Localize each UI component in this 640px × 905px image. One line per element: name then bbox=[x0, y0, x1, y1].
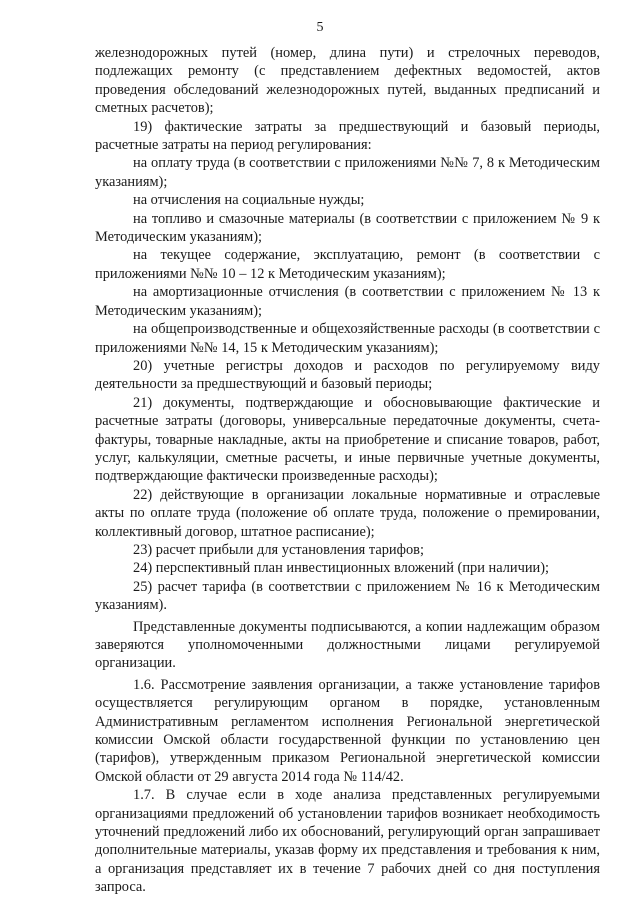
paragraph: 22) действующие в организации локальные нормативные и отраслевые акты по оплате труда (положение об оплате труда, положение о премировании, коллективный договор, штатное расписание); bbox=[95, 486, 600, 540]
paragraph: 21) документы, подтверждающие и обосновывающие фактические и расчетные затраты (договоры, универсальные передаточные документы, счета-фактуры, товарные накладные, акты на приобретение и списание товаров, работ, услуг, калькуляции, сметные расчеты, и иные первичные учетные документы, подтверждающие фактически произведенные расходы); bbox=[95, 394, 600, 485]
page-number: 5 bbox=[316, 20, 324, 35]
paragraph: на общепроизводственные и общехозяйственные расходы (в соответствии с приложениями №№ 14, 15 к Методическим указаниям); bbox=[95, 321, 600, 356]
paragraph: 20) учетные регистры доходов и расходов по регулируемому виду деятельности за предшествующий и базовый периоды; bbox=[95, 357, 600, 393]
paragraph: на текущее содержание, эксплуатацию, ремонт (в соответствии с приложениями №№ 10 – 12 к Методическим указаниям); bbox=[95, 247, 600, 282]
paragraph: Представленные документы подписываются, а копии надлежащим образом заверяются уполномоченными должностными лицами регулируемой организации. bbox=[95, 618, 600, 672]
paragraph: на оплату труда (в соответствии с приложениями №№ 7, 8 к Методическим указаниям); bbox=[95, 155, 600, 190]
paragraph: 25) расчет тарифа (в соответствии с приложением № 16 к Методическим указаниям). bbox=[95, 578, 600, 614]
paragraph: железнодорожных путей (номер, длина пути) и стрелочных переводов, подлежащих ремонту (с представлением дефектных ведомостей, актов проведения обследований железнодорожных путей, выданных предписаний и сметных расчетов); bbox=[95, 45, 600, 117]
paragraph: 1.7. В случае если в ходе анализа представленных регулируемыми организациями предложений об установлении тарифов возникает необходимость уточнений предложений либо их обоснований, регулирующий орган запрашивает дополнительные материалы, указав форму их представления и требования к ним, а организация представляет их в течение 7 рабочих дней со дня поступления запроса. bbox=[95, 787, 600, 896]
paragraph: 24) перспективный план инвестиционных вложений (при наличии); bbox=[133, 560, 550, 577]
paragraph: 1.6. Рассмотрение заявления организации, а также установление тарифов осуществляется регулирующим органом в порядке, установленным Административным регламентом исполнения Региональной энергетической комиссии Омской области государственной функции по установлению цен (тарифов), утвержденным приказом Региональной энергетической комиссии Омской области от 29 августа 2014 года № 114/42. bbox=[95, 676, 600, 785]
paragraph: на амортизационные отчисления (в соответствии с приложением № 13 к Методическим указаниям); bbox=[95, 284, 600, 319]
paragraph: 19) фактические затраты за предшествующий и базовый периоды, расчетные затраты на период регулирования: bbox=[95, 118, 600, 154]
paragraph: на топливо и смазочные материалы (в соответствии с приложением № 9 к Методическим указаниям); bbox=[95, 210, 600, 246]
document-body bbox=[95, 44, 600, 897]
paragraph: на отчисления на социальные нужды; bbox=[133, 192, 365, 209]
paragraph: 23) расчет прибыли для установления тарифов; bbox=[133, 541, 424, 558]
